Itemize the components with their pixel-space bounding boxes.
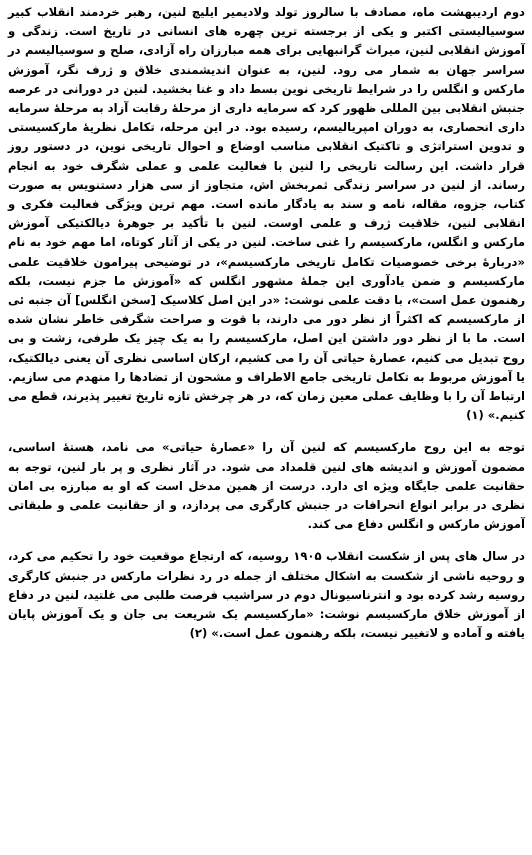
paragraph-after-1905: در سال های پس از شکست انقلاب ۱۹۰۵ روسیه، که ارتجاع موقعیت خود را تحکیم می کرد، و روحیه ناشی از شکست به اشکال مختلف از جمله در رد نظرات مارکس در جنبش کارگری روسیه رشد کرده بود و انترناسیونال دوم در سراشیب فرصت طلبی می غلتید، لنین در دفاع از آموزش خلاق مارکسیسم نوشت: «مارکسیسم یک شریعت بی جان و یک آموزش پایان یافته و آماده و لاتغییر نیست، بلکه رهنمون عمل است.» (۲) xyxy=(8,549,525,641)
paragraph-living-spirit: توجه به این روح مارکسیسم که لنین آن را «عصارهٔ حیاتی» می نامد، هستهٔ اساسی، مضمون آموزش و اندیشه های لنین قلمداد می شود. در آثار نظری و پر بار لنین، توجه به حقانیت علمی جایگاه ویژه ای دارد. درست از همین مدخل است که او به مبارزه بی امان نظری در برابر انواع انحرافات در جنبش کارگری می پردازد، و از حقانیت علمی و طبقاتی آموزش مارکس و انگلس دفاع می کند. xyxy=(8,440,525,532)
paragraph-lenin-biography: دوم اردیبهشت ماه، مصادف با سالروز تولد ولادیمیر ایلیچ لنین، رهبر خردمند انقلاب کبیر سوسیالیستی اکتبر و یکی از برجسته ترین چهره های انسانی در تاریخ است. زندگی و آموزش انقلابی لنین، میراث گرانبهایی برای همه مبارزان راه آزادی، صلح و سوسیالیسم در سراسر جهان به شمار می رود. لنین، به عنوان اندیشمندی خلاق و ژرف نگر، آموزش مارکس و انگلس را در شرایط تاریخی نوین بسط داد و غنا بخشید. لنین در دورانی در عرصه جنبش انقلابی بین المللی ظهور کرد که سرمایه داری از مرحلهٔ رقابت آزاد به مرحلهٔ سرمایه داری انحصاری، به دوران امپریالیسم، رسیده بود. در این مرحله، تکامل نظریهٔ مارکسیستی و تدوین استراتژی و تاکتیک انقلابی مناسب اوضاع و احوال تاریخی نوین، در دستور روز قرار داشت. این رسالت تاریخی را لنین با فعالیت علمی و عملی شگرف خود به انجام رساند. از لنین در سراسر زندگی ثمربخش اش، متجاوز از سی هزار دستنویس به صورت کتاب، جزوه، مقاله، نامه و سند به یادگار مانده است. مهم ترین ویژگی فعالیت فکری و انقلابی لنین، خلاقیت ژرف و علمی اوست. لنین با تأکید بر جوهرهٔ دیالکتیکی آموزش مارکس و انگلس، مارکسیسم را غنی ساخت. لنین در یکی از آثار کوتاه، اما مهم خود به نام «دربارهٔ برخی خصوصیات تکامل تاریخی مارکسیسم»، در توضیحی پیرامون خلاقیت علمی مارکسیسم و ضمن یادآوری این جملهٔ مشهور انگلس که «آموزش ما جزم نیست، بلکه رهنمون عمل است»، با دقت علمی نوشت: «در این اصل کلاسیک [سخن انگلس] آن جنبه ئی از مارکسیسم که اکثراً از نظر دور می دارند، با قوت و صراحت شگرفی خاطر نشان شده است. ما با از نظر دور داشتن این اصل، مارکسیسم را به یک چیز یک طرفی، زشت و بی روح تبدیل می کنیم، عصارهٔ حیاتی آن را می کشیم، ارکان اساسی نظری آن یعنی دیالکتیک، یا آموزش مربوط به تکامل تاریخی جامع الاطراف و مشحون از تضادها را منهدم می سازیم. ارتباط آن را با وظایف عملی معین زمان که، در هر چرخش تازه تاریخ تغییر پذیرند، قطع می کنیم.» (۱) xyxy=(8,5,525,423)
